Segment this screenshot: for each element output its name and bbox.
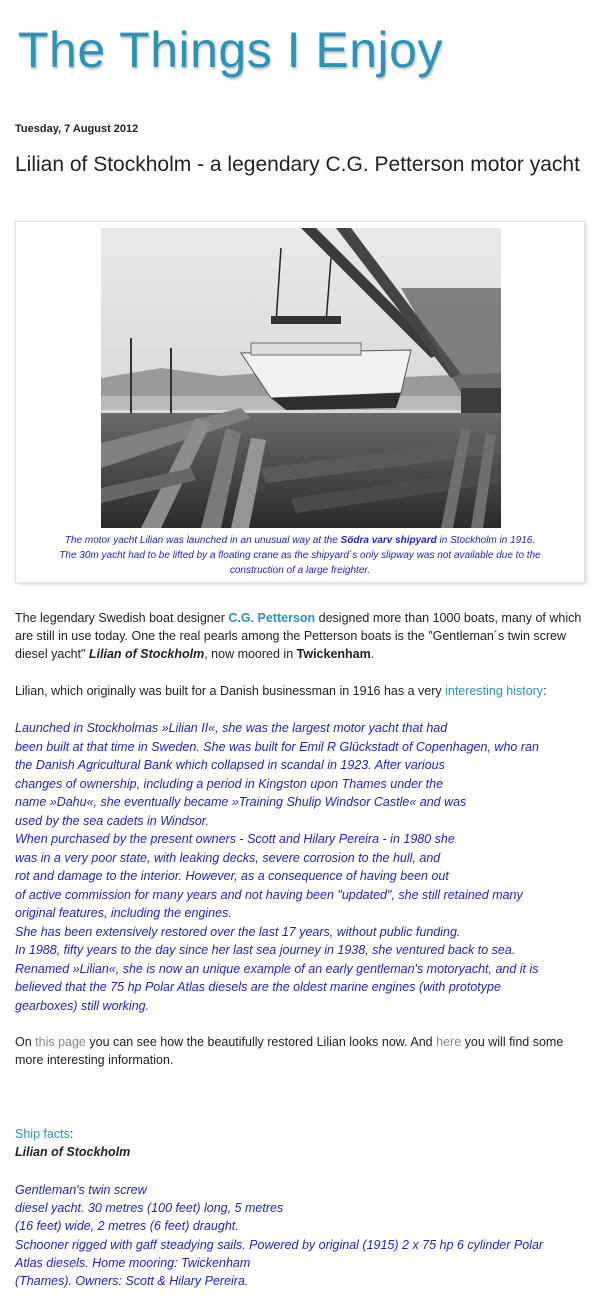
mooring-place: Twickenham <box>296 647 371 661</box>
designer-link[interactable]: C.G. Petterson <box>228 611 316 625</box>
caption-line-2: The 30m yacht had to be lifted by a floating crane as the shipyard´s only slipway was not available due to the <box>59 550 541 561</box>
quote-line: Launched in Stockholmas »Lilian II«, she was the largest motor yacht that had <box>15 721 448 735</box>
fact-line: Gentleman's twin screw <box>15 1183 147 1197</box>
yacht-name: Lilian of Stockholm <box>88 647 205 661</box>
quote-line: was in a very poor state, with leaking decks, severe corrosion to the hull, and <box>15 850 441 865</box>
intro-paragraph <box>15 609 583 663</box>
quote-line: changes of ownership, including a period in Kingston upon Thames under the <box>15 776 444 791</box>
fact-line: diesel yacht. 30 metres (100 feet) long, 5 metres <box>15 1201 284 1216</box>
history-quote <box>15 719 590 1015</box>
intro-text-1: The legendary Swedish boat designer <box>15 611 229 625</box>
quote-line: name »Dahu«, she eventually became »Training Shulip Windsor Castle« and was <box>15 795 467 809</box>
post-title[interactable]: Lilian of Stockholm - a legendary C.G. Petterson motor yacht <box>15 153 580 176</box>
caption-line-3: construction of a large freighter. <box>229 565 371 576</box>
caption-text-1: The motor yacht Lilian was launched in an unusual way at the <box>64 535 341 546</box>
yacht-launch-image <box>101 228 501 528</box>
ship-facts-label: Ship facts <box>15 1127 70 1141</box>
quote-line: Renamed »Lilian«, she is now an unique example of an early gentleman's motoryacht, and it is <box>15 961 539 976</box>
this-page-link[interactable]: this page <box>35 1035 86 1049</box>
photo-figure <box>15 221 585 583</box>
links-text-2: you can see how the beautifully restored Lilian looks now. And <box>85 1035 437 1049</box>
history-paragraph <box>15 682 583 700</box>
photo-caption <box>26 533 574 578</box>
intro-text-4: . <box>370 647 375 661</box>
fact-line: (Thames). Owners: Scott & Hilary Pereira. <box>15 1274 249 1289</box>
history-text-2: : <box>543 684 547 698</box>
caption-text-2: in Stockholm in 1916. <box>436 535 536 546</box>
intro-text-2: designed more than 1000 boats, many of which are still in use today. One the real pearls among the Petterson boats is the "Gentleman´s twin screw diesel yacht" <box>15 611 582 661</box>
caption-shipyard: Södra varv shipyard <box>340 535 437 546</box>
ship-facts-details <box>15 1181 590 1290</box>
links-paragraph <box>15 1033 583 1069</box>
quote-line: When purchased by the present owners - Scott and Hilary Pereira - in 1980 she <box>15 832 455 846</box>
yacht-launch-photo[interactable] <box>101 228 501 528</box>
quote-line: of active commission for many years and not having been "updated", she still retained many <box>15 887 523 902</box>
quote-line: In 1988, fifty years to the day since her last sea journey in 1938, she ventured back to sea. <box>15 943 516 957</box>
quote-line: original features, including the engines. <box>15 906 232 920</box>
here-link[interactable]: here <box>436 1035 462 1049</box>
history-text-1: Lilian, which originally was built for a Danish businessman in 1916 has a very <box>15 684 446 698</box>
links-text-3: you will find some more interesting information. <box>15 1035 564 1067</box>
ship-facts-heading <box>15 1127 73 1141</box>
quote-line: gearboxes) still working. <box>15 998 150 1013</box>
quote-line: She has been extensively restored over the last 17 years, without public funding. <box>15 924 461 939</box>
quote-line: used by the sea cadets in Windsor. <box>15 813 209 828</box>
fact-line: Schooner rigged with gaff steadying sails. Powered by original (1915) 2 x 75 hp 6 cylinder Polar <box>15 1237 544 1252</box>
intro-text-3: , now moored in <box>204 647 297 661</box>
ship-facts-colon: : <box>69 1127 74 1141</box>
post-date: Tuesday, 7 August 2012 <box>15 123 139 135</box>
quote-line: been built at that time in Sweden. She was built for Emil R Glückstadt of Copenhagen, who ran <box>15 739 539 754</box>
quote-line: believed that the 75 hp Polar Atlas diesels are the oldest marine engines (with prototype <box>15 980 501 994</box>
ship-facts-name: Lilian of Stockholm <box>15 1145 131 1159</box>
quote-line: the Danish Agricultural Bank which collapsed in scandal in 1923. After various <box>15 758 445 772</box>
fact-line: (16 feet) wide, 2 metres (6 feet) draught. <box>15 1219 239 1234</box>
fact-line: Atlas diesels. Home mooring: Twickenham <box>15 1255 251 1270</box>
links-text-1: On <box>15 1035 36 1049</box>
history-link[interactable]: interesting history <box>445 684 544 698</box>
blog-title[interactable]: The Things I Enjoy <box>18 22 443 78</box>
quote-line: rot and damage to the interior. However, as a consequence of having been out <box>15 869 449 883</box>
